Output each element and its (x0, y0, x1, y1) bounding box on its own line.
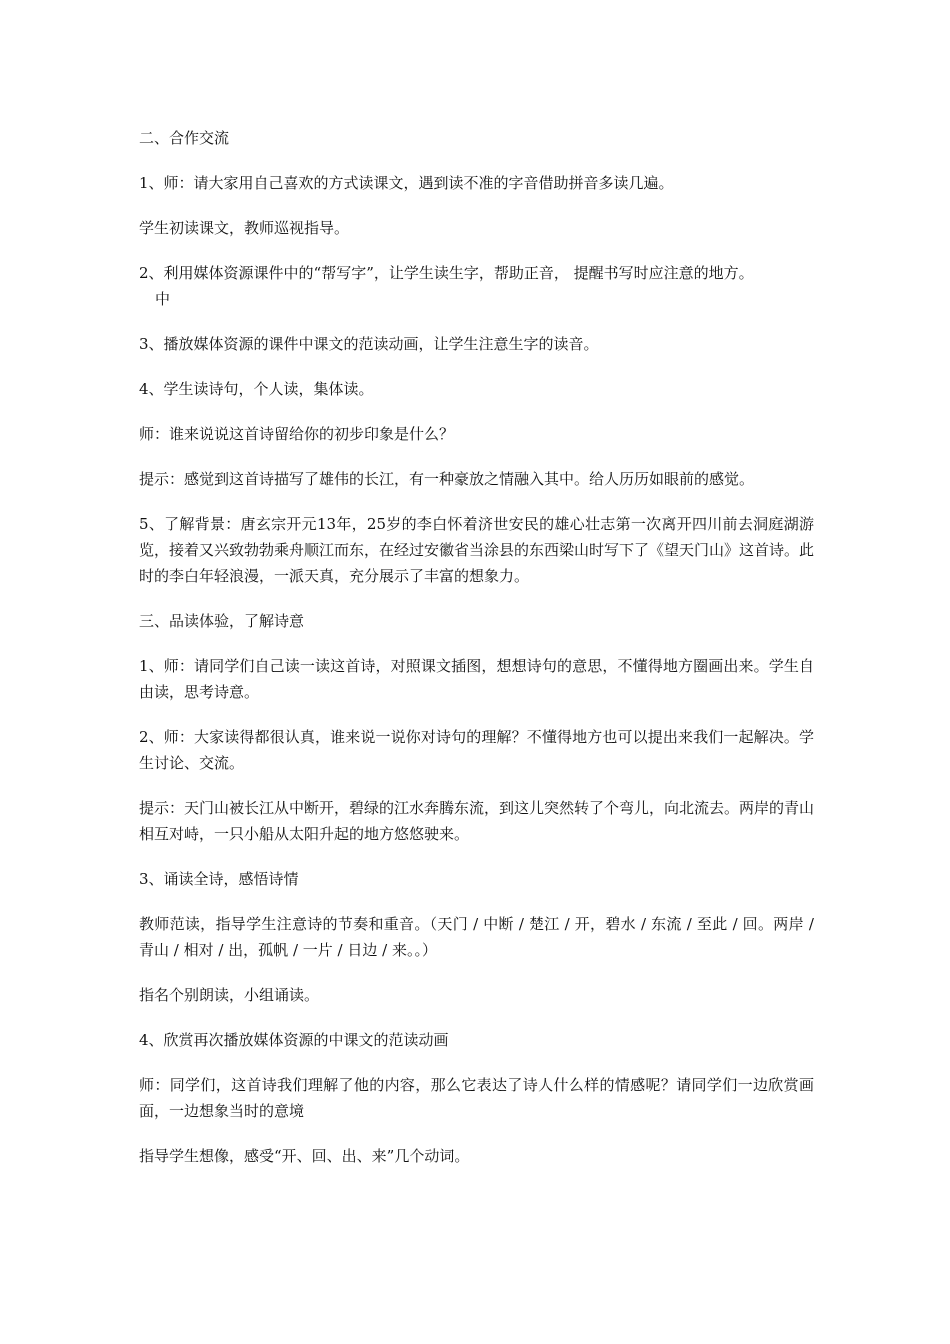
paragraph-reading-step-1: 1、师：请同学们自己读一读这首诗，对照课文插图，想想诗句的意思，不懂得地方圈画出来。学生自由读，思考诗意。 (139, 657, 814, 701)
paragraph-guide-imagination: 指导学生想像，感受“开、回、出、来”几个动词。 (139, 1147, 470, 1165)
paragraph-step-1: 1、师：请大家用自己喜欢的方式读课文，遇到读不准的字音借助拼音多读几遍。 (139, 174, 674, 192)
paragraph-step-4: 4、学生读诗句，个人读，集体读。 (139, 380, 374, 398)
paragraph-step-2-tail: 中 (155, 290, 171, 308)
paragraph-step-5-background: 5、了解背景：唐玄宗开元13年，25岁的李白怀着济世安民的雄心壮志第一次离开四川前去洞庭湖游览，接着又兴致勃勃乘舟顺江而东，在经过安徽省当涂县的东西梁山时写下了《望天门山》这首诗。此时的李白年轻浪漫，一派天真，充分展示了丰富的想象力。 (139, 515, 815, 585)
paragraph-first-reading: 学生初读课文，教师巡视指导。 (139, 219, 350, 237)
paragraph-step-2-text: 2、利用媒体资源课件中的“帮写字”，让学生读生字，帮助正音， 提醒书写时应注意的地方。 (139, 264, 754, 282)
paragraph-group-reading: 指名个别朗读，小组诵读。 (139, 986, 320, 1004)
section-heading-cooperation: 二、合作交流 (139, 129, 230, 147)
paragraph-hint-impression: 提示：感觉到这首诗描写了雄伟的长江，有一种豪放之情融入其中。给人历历如眼前的感觉。 (139, 470, 755, 488)
paragraph-teacher-emotion-question: 师：同学们，这首诗我们理解了他的内容，那么它表达了诗人什么样的情感呢？请同学们一边欣赏画面，一边想象当时的意境 (139, 1076, 814, 1120)
paragraph-model-reading: 教师范读，指导学生注意诗的节奏和重音。（天门 / 中断 / 楚江 / 开，碧水 / 东流 / 至此 / 回。两岸 / 青山 / 相对 / 出，孤帆 / 一片 / 日边 / 来。。） (139, 915, 814, 959)
section-heading-reading-experience: 三、品读体验，了解诗意 (139, 612, 305, 630)
paragraph-reading-step-3: 3、诵读全诗，感悟诗情 (139, 870, 299, 888)
paragraph-teacher-question: 师：谁来说说这首诗留给你的初步印象是什么？ (139, 425, 455, 443)
paragraph-hint-meaning: 提示：天门山被长江从中断开，碧绿的江水奔腾东流，到这儿突然转了个弯儿，向北流去。两岸的青山相互对峙，一只小船从太阳升起的地方悠悠驶来。 (139, 799, 815, 843)
paragraph-step-2 (139, 260, 814, 312)
paragraph-reading-step-4: 4、欣赏再次播放媒体资源的中课文的范读动画 (139, 1031, 449, 1049)
paragraph-reading-step-2: 2、师：大家读得都很认真，谁来说一说你对诗句的理解？不懂得地方也可以提出来我们一起解决。学生讨论、交流。 (139, 728, 814, 772)
paragraph-step-3: 3、播放媒体资源的课件中课文的范读动画，让学生注意生字的读音。 (139, 335, 599, 353)
